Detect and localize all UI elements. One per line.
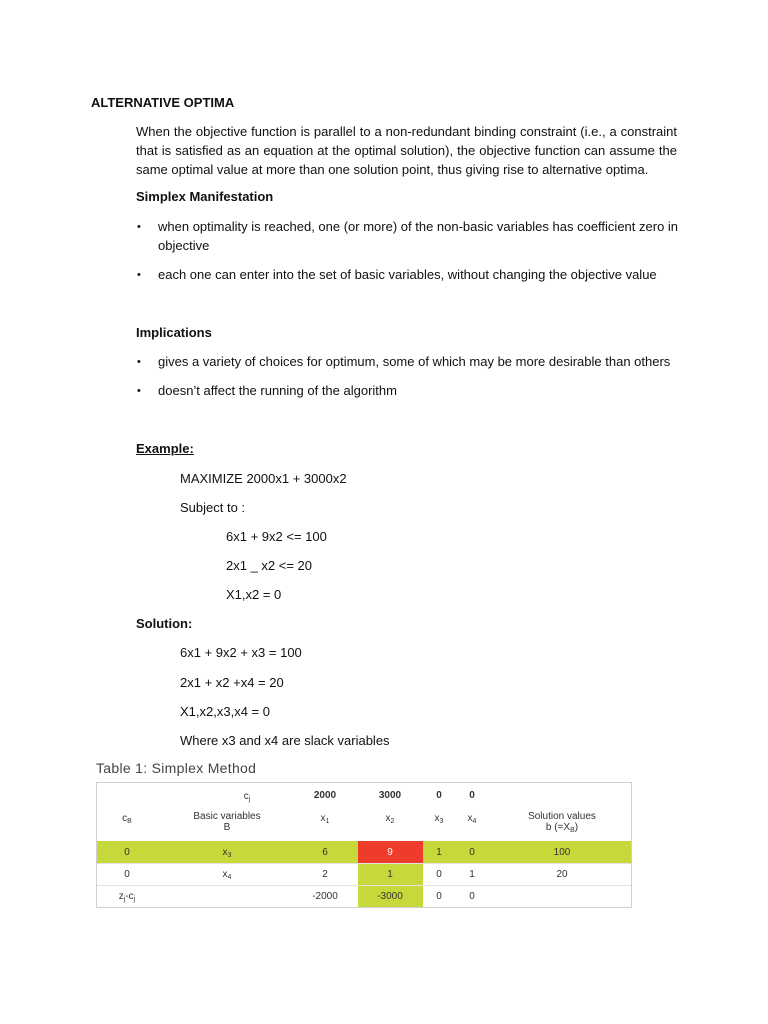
solution-line: X1,x2,x3,x4 = 0 [180, 704, 270, 719]
cj-label: $c_j$ [243, 791, 251, 803]
solution-line: 6x1 + 9x2 + x3 = 100 [180, 645, 302, 660]
row2-solution: 20 [556, 869, 568, 880]
bullet-icon: • [137, 221, 141, 233]
constraint-line: 6x1 + 9x2 <= 100 [226, 529, 327, 544]
cj-value: 2000 [313, 790, 337, 801]
header-x4: $x_4$ [467, 813, 477, 825]
row2-x4: 1 [469, 869, 475, 880]
header-x1: $x_1$ [320, 813, 330, 825]
row3-x2: -3000 [377, 891, 403, 902]
simplex-table [96, 782, 632, 908]
bullet-text: each one can enter into the set of basic variables, without changing the objective value [158, 267, 657, 282]
row1-x4: 0 [469, 847, 475, 858]
bullet-text: gives a variety of choices for optimum, some of which may be more desirable than others [158, 354, 671, 369]
row3-x1: -2000 [312, 891, 338, 902]
row-divider [97, 863, 631, 864]
objective-function: MAXIMIZE 2000x1 + 3000x2 [180, 471, 347, 486]
intro-paragraph: When the objective function is parallel to a non-redundant binding constraint (i.e., a constraint that is satisfied as an equation at the optimal solution), the objective function can assume the same optimal value at more than one solution point, thus giving rise to alternative optima. [136, 124, 677, 177]
header-x3: $x_3$ [434, 813, 444, 825]
section-heading: ALTERNATIVE OPTIMA [91, 95, 235, 110]
bullet-text: when optimality is reached, one (or more) of the non-basic variables has coefficient zero in [158, 219, 679, 234]
row1-solution: 100 [553, 847, 571, 858]
solution-title: Solution: [136, 616, 193, 631]
cj-value: 0 [436, 790, 442, 801]
cj-value: 3000 [378, 790, 402, 801]
row2-x1: 2 [322, 869, 328, 880]
row2-x3: 0 [436, 869, 442, 880]
constraint-line: X1,x2 = 0 [226, 587, 282, 602]
row2-x2: 1 [387, 869, 393, 880]
constraint-line: 2x1 _ x2 <= 20 [226, 558, 313, 573]
subject-to-label: Subject to : [180, 500, 246, 515]
simplex-manifestation-title: Simplex Manifestation [136, 189, 274, 204]
row3-x3: 0 [436, 891, 442, 902]
row-divider [97, 885, 631, 886]
bullet-icon: • [137, 269, 141, 281]
bullet-icon: • [137, 385, 141, 397]
row1-x3: 1 [436, 847, 442, 858]
row1-cb: 0 [124, 847, 130, 858]
header-cb: $c_B$ [122, 813, 132, 825]
row3-zj-cj-label: $z_j-c_j$ [118, 891, 136, 903]
example-title: Example: [136, 441, 194, 456]
solution-line: 2x1 + x2 +x4 = 20 [180, 675, 284, 690]
row2-cb: 0 [124, 869, 130, 880]
cj-value: 0 [469, 790, 475, 801]
row1-basic: $x_3$ [222, 847, 232, 859]
header-basic-variables: Basic variables B [193, 811, 261, 833]
bullet-icon: • [137, 356, 141, 368]
implications-title: Implications [136, 325, 212, 340]
row3-x4: 0 [469, 891, 475, 902]
row1-x2: 9 [387, 847, 393, 858]
header-x2: $x_2$ [385, 813, 395, 825]
row1-x1: 6 [322, 847, 328, 858]
header-solution-values: Solution values b $(=X_B)$ [528, 811, 596, 834]
row2-basic: $x_4$ [222, 869, 232, 881]
bullet-text-continued: objective [158, 238, 210, 253]
table-caption: Table 1: Simplex Method [96, 760, 257, 776]
bullet-text: doesn’t affect the running of the algorithm [158, 383, 397, 398]
solution-line: Where x3 and x4 are slack variables [180, 733, 390, 748]
